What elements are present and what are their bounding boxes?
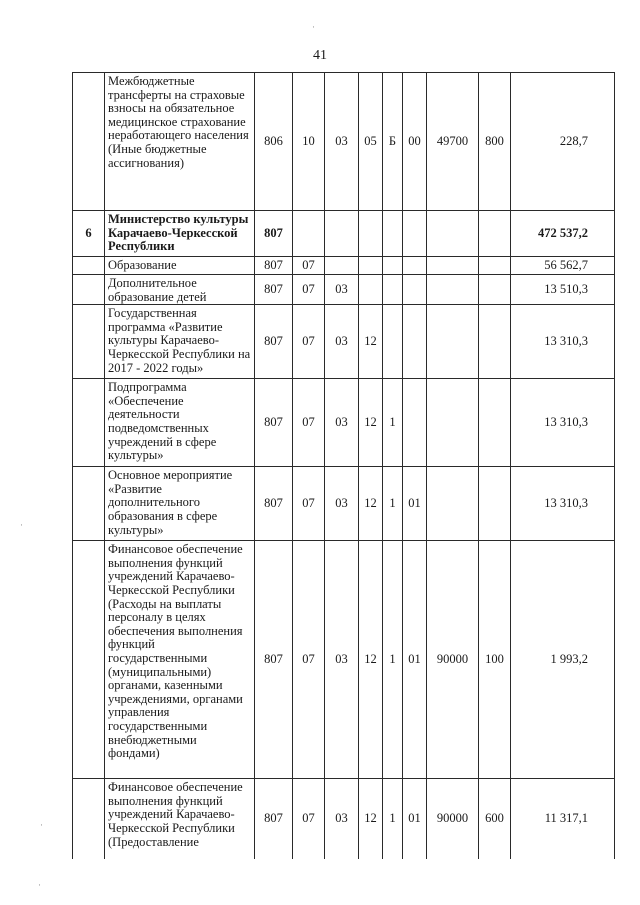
target-code-2-cell xyxy=(383,211,403,257)
table-row xyxy=(73,541,615,779)
target-code-2-cell xyxy=(383,257,403,275)
name-cell: Финансовое обеспечение выполнения функций учреждений Карачаево-Черкесской Республики (Предоставление xyxy=(105,779,255,859)
row-number-cell xyxy=(73,275,105,305)
amount-cell: 1 993,2 xyxy=(511,541,615,779)
section-code-cell: 07 xyxy=(293,541,325,779)
section-code-cell: 07 xyxy=(293,257,325,275)
target-code-4-cell xyxy=(427,275,479,305)
subsection-code-cell: 03 xyxy=(325,73,359,211)
subsection-code-cell: 03 xyxy=(325,275,359,305)
target-code-3-cell: 01 xyxy=(403,541,427,779)
target-code-1-cell: 12 xyxy=(359,779,383,859)
target-code-4-cell xyxy=(427,257,479,275)
table-body xyxy=(73,73,615,859)
target-code-4-cell: 49700 xyxy=(427,73,479,211)
amount-cell: 13 510,3 xyxy=(511,275,615,305)
target-code-3-cell xyxy=(403,305,427,379)
row-number-cell xyxy=(73,779,105,859)
target-code-4-cell xyxy=(427,211,479,257)
expense-type-cell xyxy=(479,211,511,257)
expense-type-cell xyxy=(479,379,511,467)
table-row xyxy=(73,257,615,275)
expense-type-cell xyxy=(479,467,511,541)
target-code-3-cell xyxy=(403,275,427,305)
target-code-3-cell xyxy=(403,257,427,275)
target-code-3-cell xyxy=(403,211,427,257)
target-code-1-cell: 05 xyxy=(359,73,383,211)
row-number-cell xyxy=(73,541,105,779)
ved-code-cell: 807 xyxy=(255,541,293,779)
expense-type-cell xyxy=(479,305,511,379)
target-code-2-cell xyxy=(383,305,403,379)
row-number-cell: 6 xyxy=(73,211,105,257)
target-code-3-cell: 01 xyxy=(403,467,427,541)
target-code-1-cell xyxy=(359,211,383,257)
subsection-code-cell: 03 xyxy=(325,379,359,467)
ved-code-cell: 807 xyxy=(255,305,293,379)
section-code-cell xyxy=(293,211,325,257)
name-cell: Дополнительное образование детей xyxy=(105,275,255,305)
target-code-4-cell: 90000 xyxy=(427,779,479,859)
section-code-cell: 07 xyxy=(293,379,325,467)
amount-cell: 56 562,7 xyxy=(511,257,615,275)
name-cell: Финансовое обеспечение выполнения функций учреждений Карачаево-Черкесской Республики (Расходы на выплаты персоналу в целях обеспечения выполнения функций государственными (муниципальными) органами, казенными учреждениями, органами управления государственными внебюджетными фондами) xyxy=(105,541,255,779)
row-number-cell xyxy=(73,467,105,541)
amount-cell: 13 310,3 xyxy=(511,379,615,467)
target-code-2-cell: 1 xyxy=(383,541,403,779)
target-code-2-cell: 1 xyxy=(383,379,403,467)
target-code-4-cell xyxy=(427,467,479,541)
table-row xyxy=(73,73,615,211)
expense-type-cell xyxy=(479,275,511,305)
expense-type-cell: 100 xyxy=(479,541,511,779)
expense-type-cell: 800 xyxy=(479,73,511,211)
ved-code-cell: 807 xyxy=(255,211,293,257)
name-cell: Образование xyxy=(105,257,255,275)
target-code-1-cell xyxy=(359,275,383,305)
table-row xyxy=(73,275,615,305)
amount-cell: 13 310,3 xyxy=(511,467,615,541)
amount-cell: 228,7 xyxy=(511,73,615,211)
ved-code-cell: 807 xyxy=(255,779,293,859)
target-code-1-cell: 12 xyxy=(359,467,383,541)
budget-table xyxy=(72,72,615,859)
name-cell: Министерство культуры Карачаево-Черкесской Республики xyxy=(105,211,255,257)
target-code-2-cell: Б xyxy=(383,73,403,211)
section-code-cell: 07 xyxy=(293,305,325,379)
target-code-1-cell xyxy=(359,257,383,275)
target-code-2-cell: 1 xyxy=(383,779,403,859)
expense-type-cell: 600 xyxy=(479,779,511,859)
ved-code-cell: 807 xyxy=(255,275,293,305)
target-code-1-cell: 12 xyxy=(359,305,383,379)
table-row xyxy=(73,305,615,379)
ved-code-cell: 806 xyxy=(255,73,293,211)
subsection-code-cell: 03 xyxy=(325,779,359,859)
target-code-4-cell xyxy=(427,379,479,467)
expense-type-cell xyxy=(479,257,511,275)
table-row xyxy=(73,467,615,541)
name-cell: Подпрограмма «Обеспечение деятельности подведомственных учреждений в сфере культуры» xyxy=(105,379,255,467)
subsection-code-cell xyxy=(325,211,359,257)
row-number-cell xyxy=(73,305,105,379)
name-cell: Основное мероприятие «Развитие дополнительного образования в сфере культуры» xyxy=(105,467,255,541)
section-code-cell: 07 xyxy=(293,467,325,541)
ved-code-cell: 807 xyxy=(255,257,293,275)
row-number-cell xyxy=(73,73,105,211)
target-code-4-cell: 90000 xyxy=(427,541,479,779)
name-cell: Межбюджетные трансферты на страховые взносы на обязательное медицинское страхование неработающего населения (Иные бюджетные ассигнования) xyxy=(105,73,255,211)
subsection-code-cell: 03 xyxy=(325,467,359,541)
target-code-2-cell: 1 xyxy=(383,467,403,541)
scan-speck: · xyxy=(40,820,43,830)
target-code-1-cell: 12 xyxy=(359,379,383,467)
target-code-3-cell xyxy=(403,379,427,467)
amount-cell: 472 537,2 xyxy=(511,211,615,257)
target-code-1-cell: 12 xyxy=(359,541,383,779)
table-row xyxy=(73,211,615,257)
section-code-cell: 07 xyxy=(293,275,325,305)
subsection-code-cell xyxy=(325,257,359,275)
row-number-cell xyxy=(73,379,105,467)
ved-code-cell: 807 xyxy=(255,379,293,467)
target-code-4-cell xyxy=(427,305,479,379)
section-code-cell: 07 xyxy=(293,779,325,859)
scan-speck: · xyxy=(312,22,315,32)
name-cell: Государственная программа «Развитие культуры Карачаево-Черкесской Республики на 2017 - 2022 годы» xyxy=(105,305,255,379)
subsection-code-cell: 03 xyxy=(325,541,359,779)
amount-cell: 13 310,3 xyxy=(511,305,615,379)
target-code-3-cell: 00 xyxy=(403,73,427,211)
target-code-3-cell: 01 xyxy=(403,779,427,859)
ved-code-cell: 807 xyxy=(255,467,293,541)
table-row xyxy=(73,379,615,467)
page-number: 41 xyxy=(313,48,327,63)
section-code-cell: 10 xyxy=(293,73,325,211)
amount-cell: 11 317,1 xyxy=(511,779,615,859)
table-row xyxy=(73,779,615,859)
subsection-code-cell: 03 xyxy=(325,305,359,379)
scan-speck: · xyxy=(20,520,23,530)
row-number-cell xyxy=(73,257,105,275)
target-code-2-cell xyxy=(383,275,403,305)
scan-speck: · xyxy=(38,880,41,890)
